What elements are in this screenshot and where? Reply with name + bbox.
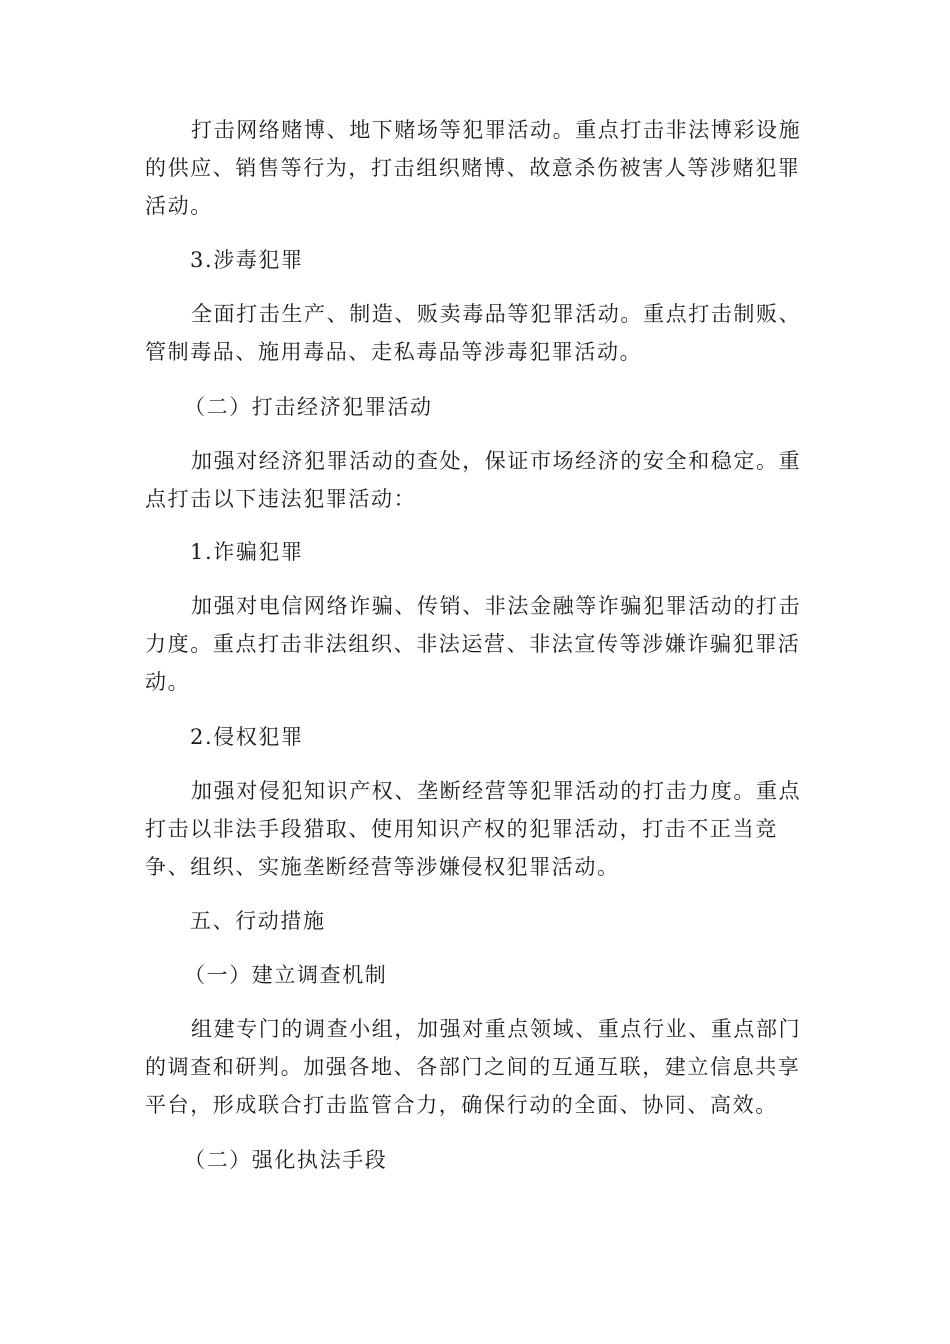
paragraph-gambling: 打击网络赌博、地下赌场等犯罪活动。重点打击非法博彩设施的供应、销售等行为，打击组织赌博、故意杀伤被害人等涉赌犯罪活动。 <box>145 118 802 218</box>
heading-enforcement-means: （二）强化执法手段 <box>184 1148 388 1172</box>
paragraph-economic-crime: 加强对经济犯罪活动的查处，保证市场经济的安全和稳定。重点打击以下违法犯罪活动： <box>145 449 802 511</box>
heading-economic-crime: （二）打击经济犯罪活动 <box>184 395 433 419</box>
paragraph-investigation-mechanism: 组建专门的调查小组，加强对重点领域、重点行业、重点部门的调查和研判。加强各地、各部门之间的互通互联，建立信息共享平台，形成联合打击监管合力，确保行动的全面、协同、高效。 <box>145 1017 802 1117</box>
paragraph-infringement-crime: 加强对侵犯知识产权、垄断经营等犯罪活动的打击力度。重点打击以非法手段猎取、使用知识产权的犯罪活动，打击不正当竞争、组织、实施垄断经营等涉嫌侵权犯罪活动。 <box>145 779 802 879</box>
heading-fraud-crime: 1.诈骗犯罪 <box>190 540 304 564</box>
heading-action-measures: 五、行动措施 <box>190 909 326 933</box>
heading-investigation-mechanism: （一）建立调查机制 <box>184 963 388 987</box>
paragraph-fraud-crime: 加强对电信网络诈骗、传销、非法金融等诈骗犯罪活动的打击力度。重点打击非法组织、非法运营、非法宣传等涉嫌诈骗犯罪活动。 <box>145 594 802 694</box>
heading-infringement-crime: 2.侵权犯罪 <box>190 725 304 749</box>
heading-drug-crime: 3.涉毒犯罪 <box>190 248 304 272</box>
paragraph-drug-crime: 全面打击生产、制造、贩卖毒品等犯罪活动。重点打击制贩、管制毒品、施用毒品、走私毒品等涉毒犯罪活动。 <box>145 302 802 364</box>
